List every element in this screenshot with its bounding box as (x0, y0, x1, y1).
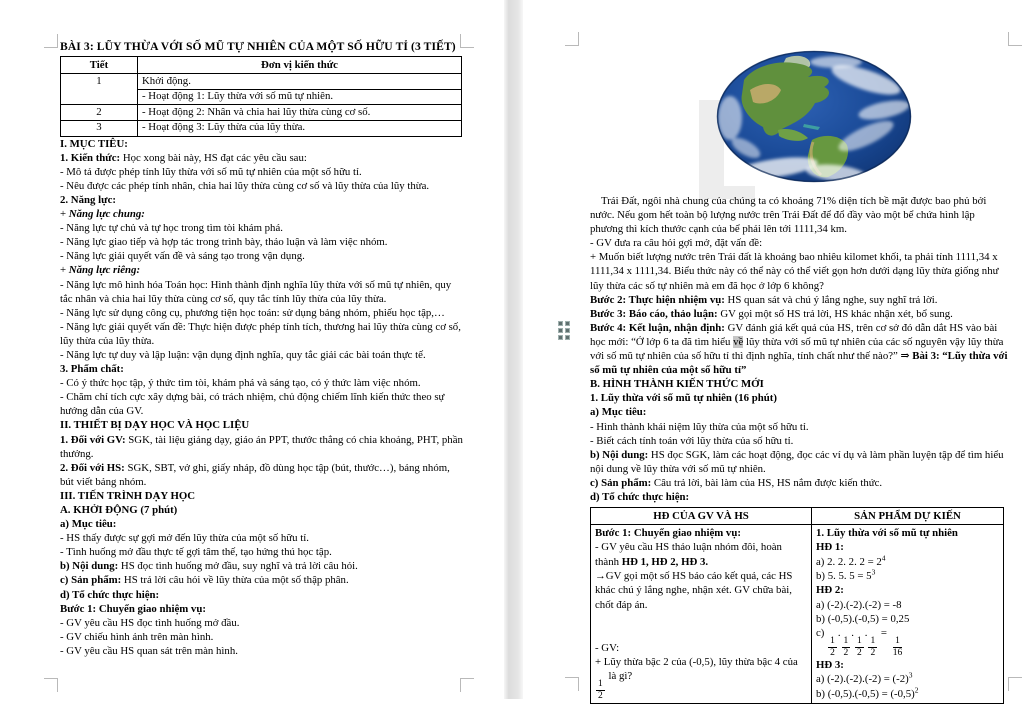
fraction: $\frac{1}{2}$ (598, 679, 603, 701)
text-line: - Năng lực tự chủ và tự học trong tìm tòi khám phá. (60, 222, 283, 235)
schedule-col-donvi: Đơn vị kiến thức (138, 57, 462, 74)
text-line: a) 2. 2. 2. $2 = 2^4$ (816, 553, 886, 568)
activity-col-gv-hs: HĐ CỦA GV VÀ HS (591, 508, 812, 525)
schedule-cell-tiet: 2 (61, 105, 138, 121)
text-line: c) Sản phẩm: HS trả lời câu hỏi về lũy thừa của một số thập phân. (60, 574, 349, 587)
page-2-text-area (590, 194, 1008, 704)
fraction: $\frac{1}{2}$ (830, 636, 835, 658)
earth-image (716, 50, 912, 183)
lesson-schedule-table (60, 56, 462, 136)
text-line: b) $(-0,5).(-0,5) = (-0,5)^2$ (816, 685, 919, 700)
text-line: - Năng lực giải quyết vấn đề và sáng tạo trong vận dụng. (60, 250, 305, 263)
text-line: - GV đưa ra câu hỏi gợi mở, đặt vấn đề: (590, 237, 763, 250)
text-line: - Năng lực sử dụng công cụ, phương tiện học toán: sử dụng bảng nhóm, phiếu học tập,… (60, 306, 445, 319)
text-line: - GV: (595, 641, 620, 654)
schedule-header-row (61, 57, 462, 74)
document-title: BÀI 3: LŨY THỪA VỚI SỐ MŨ TỰ NHIÊN CỦA MỘT SỐ HỮU TỈ (3 TIẾT) (60, 40, 456, 53)
text-line: II. THIẾT BỊ DẠY HỌC VÀ HỌC LIỆU (60, 419, 250, 432)
activity-col-san-pham: SẢN PHẨM DỰ KIẾN (812, 508, 1004, 525)
text-line: + Muốn biết lượng nước trên Trái đất là khoảng bao nhiêu kilomet khối, ta phải tính 1111,34 x 1111,34 x 1111,34. Biểu thức này có thể này có thể viết gọn hơn dưới dạng lũy thừa giống như lũy thừa các số tự nhiên mà em đã học ở lớp 6 không? (590, 251, 999, 292)
text-line: Bước 3: Báo cáo, thảo luận: GV gọi một số HS trả lời, HS khác nhận xét, bổ sung. (590, 307, 953, 320)
text-line: Bước 2: Thực hiện nhiệm vụ: HS quan sát và chú ý lắng nghe, suy nghĩ trả lời. (590, 293, 938, 306)
text-line: →GV gọi một số HS báo cáo kết quả, các HS khác chú ý lắng nghe, nhận xét. GV chữa bài, chốt đáp án. (595, 570, 793, 611)
schedule-cell-content: - Hoạt động 1: Lũy thừa với số mũ tự nhiên. (138, 89, 462, 105)
crop-mark-icon (460, 34, 474, 48)
text-line: d) Tổ chức thực hiện: (590, 490, 690, 503)
text-line: - Có ý thức học tập, ý thức tìm tòi, khám phá và sáng tạo, có ý thức làm việc nhóm. (60, 377, 421, 390)
text-line: 2. Đối với HS: SGK, SBT, vở ghi, giấy nháp, đồ dùng học tập (bút, thước…), bảng nhóm, bút viết bảng nhóm. (60, 461, 450, 488)
text-line: 2. Năng lực: (60, 193, 116, 206)
text-line: III. TIẾN TRÌNH DẠY HỌC (60, 489, 196, 502)
crop-mark-icon (565, 677, 579, 691)
text-line: - Năng lực giải quyết vấn đề: Thực hiện được phép tính tích, thương hai lũy thừa cùng cơ số, lũy thừa của lũy thừa. (60, 320, 461, 347)
page1-body-text (60, 137, 464, 658)
text-line: - Tình huống mở đầu thực tế gợi tâm thế, tạo hứng thú học tập. (60, 546, 332, 559)
text-line: Bước 4: Kết luận, nhận định: GV đánh giá kết quả của HS, trên cơ sở đó dẫn dắt HS vào bài học mới: “Ở lớp 6 ta đã tìm hiểu về lũy thừa với số mũ tự nhiên của các số nguyên vậy lũy thừa với số mũ tự nhiên của số hữu tỉ thì định nghĩa, tính chất như thế nào?” ⇒ Bài 3: “Lũy thừa với số mũ tự nhiên của một số hữu tỉ” (590, 321, 1008, 377)
crop-mark-icon (565, 32, 579, 46)
text-line: b) Nội dung: HS đọc SGK, làm các hoạt động, đọc các ví dụ và làm phần luyện tập để tìm hiểu nội dung về lũy thừa với số mũ tự nhiên. (590, 448, 1004, 475)
text-line: - Biết cách tính toán với lũy thừa của số hữu tỉ. (590, 434, 794, 447)
schedule-row (61, 74, 462, 90)
text-line: 1. Đối với GV: SGK, tài liệu giảng dạy, giáo án PPT, thước thẳng có chia khoảng, PHT, phần thưởng. (60, 433, 463, 460)
text-line: HĐ 2: (816, 584, 844, 597)
page-1-text-area (60, 40, 464, 658)
text-line: - GV chiếu hình ảnh trên màn hình. (60, 630, 214, 643)
text-line: - Năng lực giao tiếp và hợp tác trong trình bày, thảo luận và làm việc nhóm. (60, 236, 388, 249)
fraction: $\frac{1}{2}$ (843, 636, 849, 658)
schedule-cell-content: Khởi động. (138, 74, 462, 90)
fraction: $\frac{1}{2}$ (857, 636, 862, 658)
text-line: a) (-2).(-2).(-2) = -8 (816, 598, 902, 611)
fraction: $\frac{1}{2}$ (870, 636, 876, 658)
schedule-cell-tiet: 1 (61, 74, 138, 105)
text-line: - Năng lực mô hình hóa Toán học: Hình thành định nghĩa lũy thừa với số mũ tự nhiên, quy tắc nhân và chia hai lũy thừa cùng cơ số, quy tắc tính lũy thừa của lũy thừa. (60, 278, 452, 305)
activity-header-row (591, 508, 1004, 525)
text-line: A. KHỞI ĐỘNG (7 phút) (60, 504, 178, 516)
text-line: b) 5. 5. $5 = 5^3$ (816, 567, 876, 583)
text-line: 1. Lũy thừa với số mũ tự nhiên (816, 527, 958, 540)
fraction: $\frac{1}{16}$ (892, 636, 903, 658)
text-line: Bước 1: Chuyển giao nhiệm vụ: (595, 527, 741, 540)
text-line: - GV yêu cầu HS thảo luận nhóm đôi, hoàn thành HĐ 1, HĐ 2, HĐ 3. (595, 541, 782, 568)
drag-handle-icon[interactable] (559, 322, 570, 341)
text-line: 3. Phẩm chất: (60, 363, 124, 376)
schedule-col-tiet: Tiết (61, 57, 138, 74)
text-line: HĐ 1: (816, 541, 844, 554)
text-line: - Năng lực tự duy và lập luận: vận dụng định nghĩa, quy tắc giải các bài toán thực tế. (60, 348, 426, 361)
activity-cell-san-pham (812, 525, 1004, 704)
text-line: B. HÌNH THÀNH KIẾN THỨC MỚI (590, 378, 764, 391)
text-line: + Năng lực chung: (60, 208, 145, 221)
text-line: 1. Lũy thừa với số mũ tự nhiên (16 phút) (590, 392, 777, 405)
text-line: c) Sản phẩm: Câu trả lời, bài làm của HS, HS nắm được kiến thức. (590, 476, 883, 489)
text-line: HĐ 3: (816, 659, 844, 672)
text-line: - Nêu được các phép tính nhân, chia hai lũy thừa cùng cơ số và lũy thừa của lũy thừa. (60, 179, 430, 192)
text-line: d) Tổ chức thực hiện: (60, 588, 160, 601)
text-line: b) (-0,5).(-0,5) = 0,25 (816, 612, 910, 625)
text-line: - HS thấy được sự gợi mở đến lũy thừa của một số hữu tỉ. (60, 532, 309, 545)
page-gap (504, 0, 523, 699)
text-line: - Mô tả được phép tính lũy thừa với số mũ tự nhiên của một số hữu tỉ. (60, 165, 362, 178)
text-line: b) Nội dung: HS đọc tình huống mở đầu, suy nghĩ và trả lời câu hỏi. (60, 560, 358, 573)
crop-mark-icon (1008, 32, 1022, 46)
text-line: - GV yêu cầu HS quan sát trên màn hình. (60, 644, 238, 657)
crop-mark-icon (44, 34, 58, 48)
activity-cell-gv-hs (591, 525, 812, 704)
text-line: c) $\frac{1}{2}$ . $\frac{1}{2}$ . $\frac{1}{2}$ . $\frac{1}{2}$ = $\frac{1}{16}$ (816, 627, 903, 658)
activity-table (590, 507, 1004, 704)
schedule-cell-tiet: 3 (61, 120, 138, 136)
text-line: I. MỤC TIÊU: (60, 137, 128, 150)
crop-mark-icon (1008, 677, 1022, 691)
text-line: a) $(-2).(-2).(-2) = (-2)^3$ (816, 670, 913, 686)
text-line: + Lũy thừa bậc 2 của (-0,5), lũy thừa bậc 4 của $\frac{1}{2}$ là gì? (595, 655, 798, 701)
text-line: - Hình thành khái niệm lũy thừa của một số hữu tỉ. (590, 420, 809, 433)
schedule-row (61, 120, 462, 136)
schedule-cell-content: - Hoạt động 3: Lũy thừa của lũy thừa. (138, 120, 462, 136)
text-line: 1. Kiến thức: Học xong bài này, HS đạt các yêu cầu sau: (60, 151, 307, 164)
schedule-cell-content: - Hoạt động 2: Nhân và chia hai lũy thừa cùng cơ số. (138, 105, 462, 121)
text-line: Bước 1: Chuyển giao nhiệm vụ: (60, 602, 206, 615)
page2-body-text (590, 194, 1008, 504)
crop-mark-icon (44, 678, 58, 692)
text-line: a) Mục tiêu: (590, 406, 647, 419)
text-line: + Năng lực riêng: (60, 264, 141, 277)
text-line (595, 612, 807, 626)
text-line: - GV yêu cầu HS đọc tình huống mở đầu. (60, 616, 240, 629)
text-line (595, 626, 807, 640)
crop-mark-icon (460, 678, 474, 692)
text-line: a) Mục tiêu: (60, 518, 117, 531)
schedule-row (61, 105, 462, 121)
text-line: Trái Đất, ngôi nhà chung của chúng ta có khoảng 71% diện tích bề mặt được bao phủ bởi nước. Nếu gom hết toàn bộ lượng nước trên Trái Đất để đổ đầy vào một bể chứa hình lập phương thì kích thước cạnh của bể phải lên tới 1111,34 km. (590, 195, 987, 236)
activity-body-row (591, 525, 1004, 704)
text-line: - Chăm chỉ tích cực xây dựng bài, có trách nhiệm, chủ động chiếm lĩnh kiến thức theo sự hướng dẫn của GV. (60, 391, 445, 418)
